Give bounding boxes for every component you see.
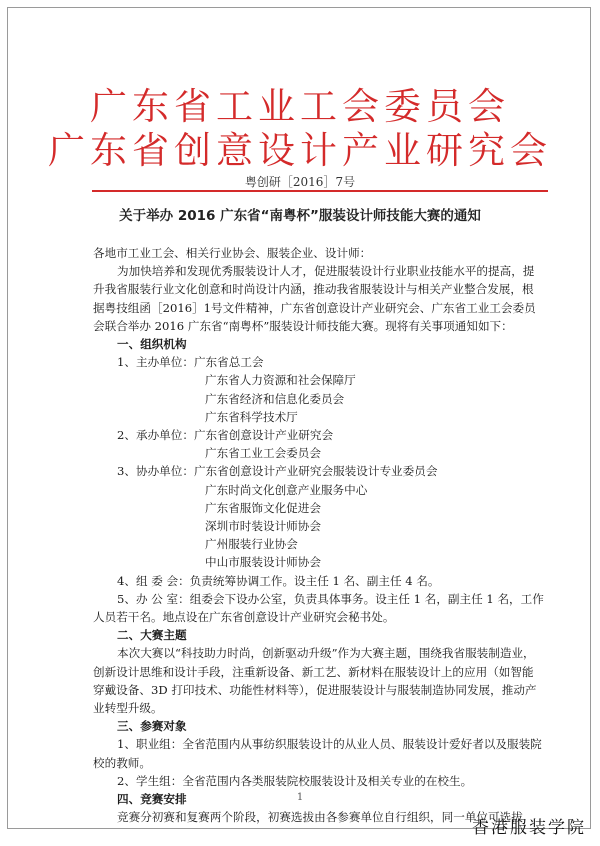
watermark: 香港服装学院	[472, 818, 586, 838]
organizer-unit: 广东省创意设计产业研究会	[193, 428, 334, 443]
host-unit: 广东省经济和信息化委员会	[205, 391, 345, 406]
section-3-heading: 三、参赛对象	[117, 719, 187, 734]
notice-title: 关于举办 2016 广东省“南粤杯”服装设计师技能大赛的通知	[119, 208, 481, 224]
schedule-paragraph: 竞赛分初赛和复赛两个阶段，初赛选拔由各参赛单位自行组织，同一单位可选拔	[117, 810, 523, 825]
host-label: 1、主办单位：	[117, 355, 194, 370]
theme-paragraph: 本次大赛以“科技助力时尚，创新驱动升级”作为大赛主题，围绕我省服装制造业，创新设计思维和设计手段，注重新设备、新工艺、新材料在服装设计上的应用（如智能穿戴设备、3D 打印技术、功能性材料等），促进服装设计与服装制造协同发展，推动产业转型升级。	[93, 646, 537, 716]
red-divider	[92, 190, 548, 192]
host-units	[93, 353, 545, 371]
organizer-unit: 广东省工业工会委员会	[205, 446, 321, 461]
host-unit: 广东省总工会	[193, 355, 264, 370]
co-organizer-unit: 广东时尚文化创意产业服务中心	[205, 482, 368, 497]
salutation: 各地市工业工会、相关行业协会、服装企业、设计师：	[93, 246, 372, 260]
host-unit: 广东省人力资源和社会保障厅	[205, 373, 356, 388]
co-organizer-unit: 广东省服饰文化促进会	[205, 500, 321, 515]
co-organizer-unit: 深圳市时装设计师协会	[205, 519, 321, 534]
section-2-heading: 二、大赛主题	[117, 628, 187, 643]
organizer-units	[93, 426, 545, 444]
co-organizer-units	[93, 462, 545, 480]
student-group-item: 2、学生组：全省范围内各类服装院校服装设计及相关专业的在校生。	[117, 773, 473, 788]
co-organizer-unit: 广东省创意设计产业研究会服装设计专业委员会	[193, 464, 438, 479]
page-number: 1	[296, 792, 304, 803]
co-organizer-label: 3、协办单位：	[117, 464, 194, 479]
organizer-label: 2、承办单位：	[117, 428, 194, 443]
notice-body	[93, 244, 545, 827]
office-item: 5、办 公 室：组委会下设办公室，负责具体事务。设主任 1 名，副主任 1 名，工作人员若干名。地点设在广东省创意设计产业研究会秘书处。	[93, 591, 544, 625]
intro-paragraph: 为加快培养和发现优秀服装设计人才，促进服装设计行业职业技能水平的提高，提升我省服装行业文化创意和时尚设计内涵，推动我省服装设计与相关产业整合发展，根据粤技组函［2016］1号文件精神，广东省创意设计产业研究会、广东省工业工会委员会联合举办 2016 广东省“南粤杯”服装设计师技能大赛。现将有关事项通知如下：	[93, 264, 536, 333]
section-1-heading: 一、组织机构	[117, 337, 187, 352]
document-number: 粤创研［2016］7号	[244, 175, 356, 189]
committee-item: 4、组 委 会：负责统筹协调工作。设主任 1 名、副主任 4 名。	[117, 573, 440, 588]
co-organizer-unit: 广州服装行业协会	[205, 537, 298, 552]
issuer-name-1: 广东省工业工会委员会	[90, 85, 510, 128]
host-unit: 广东省科学技术厅	[205, 409, 298, 424]
document-page	[7, 7, 591, 829]
section-4-heading: 四、竞赛安排	[117, 792, 187, 807]
co-organizer-unit: 中山市服装设计师协会	[205, 555, 321, 570]
issuer-name-2: 广东省创意设计产业研究会	[48, 129, 552, 172]
professional-group-item: 1、职业组：全省范围内从事纺织服装设计的从业人员、服装设计爱好者以及服装院校的教师。	[93, 737, 542, 770]
